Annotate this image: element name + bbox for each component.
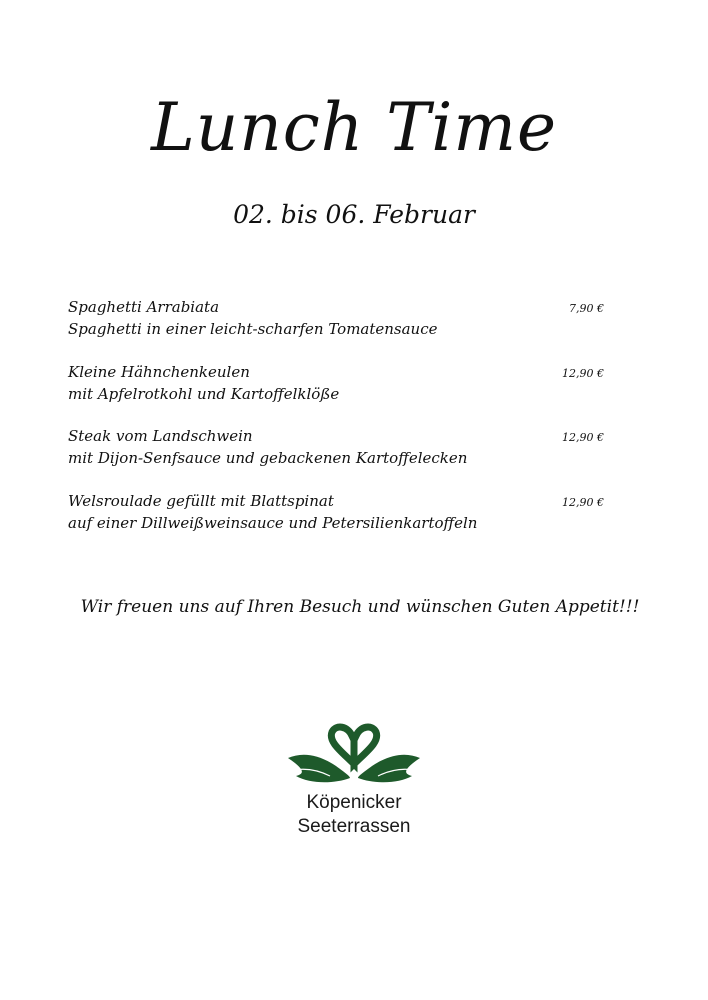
menu-item (68, 426, 604, 491)
menu-item (68, 297, 604, 362)
dish-description: mit Dijon-Senfsauce und gebackenen Kartoffelecken (68, 449, 468, 467)
menu-item (68, 362, 604, 427)
dish-price: 12,90 € (562, 495, 604, 509)
dish-price: 12,90 € (562, 431, 604, 444)
dish-description: auf einer Dillweißweinsauce und Petersilienkartoffeln (68, 513, 478, 532)
menu-title: Lunch Time (150, 89, 558, 166)
menu-list (68, 297, 604, 555)
dish-name: Steak vom Landschwein (68, 427, 253, 445)
dish-price: 7,90 € (569, 302, 604, 315)
dish-price: 12,90 € (562, 366, 604, 380)
dish-description: mit Apfelrotkohl und Kartoffelklöße (68, 384, 340, 403)
closing-message: Wir freuen uns auf Ihren Besuch und wünschen Guten Appetit!!! (80, 597, 640, 617)
date-range: 02. bis 06. Februar (233, 200, 475, 229)
swan-heart-icon (284, 722, 424, 790)
dish-name: Spaghetti Arrabiata (68, 298, 220, 316)
dish-description: Spaghetti in einer leicht-scharfen Tomatensauce (68, 320, 438, 338)
dish-name: Welsroulade gefüllt mit Blattspinat (68, 491, 334, 510)
restaurant-logo (284, 722, 424, 842)
menu-item (68, 491, 604, 556)
logo-line-2: Seeterrassen (297, 816, 411, 837)
dish-name: Kleine Hähnchenkeulen (68, 362, 250, 381)
logo-line-1: Köpenicker (306, 792, 402, 813)
